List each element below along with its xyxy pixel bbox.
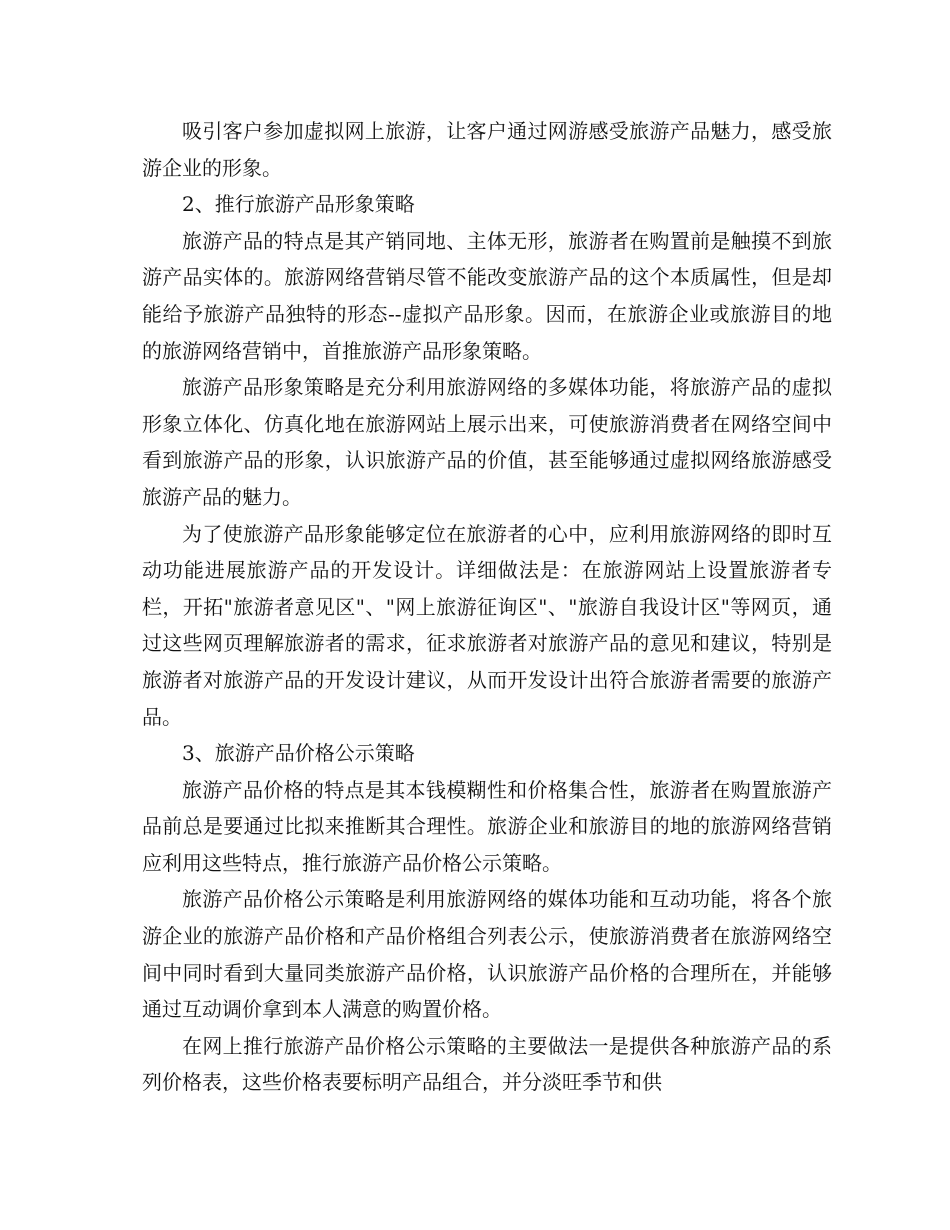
section-heading-product-image-strategy: 2、推行旅游产品形象策略 [182,192,415,217]
paragraph-price-practice: 在网上推行旅游产品价格公示策略的主要做法一是提供各种旅游产品的系列价格表，这些价格表要标明产品组合，并分淡旺季节和供 [142,1033,832,1095]
paragraph-product-features: 旅游产品的特点是其产销同地、主体无形，旅游者在购置前是触摸不到旅游产品实体的。旅游网络营销尽管不能改变旅游产品的这个本质属性，但是却能给予旅游产品独特的形态--虚拟产品形象。因而，在旅游企业或旅游目的地的旅游网络营销中，首推旅游产品形象策略。 [142,228,832,363]
paragraph-price-disclosure: 旅游产品价格公示策略是利用旅游网络的媒体功能和互动功能，将各个旅游企业的旅游产品价格和产品价格组合列表公示，使旅游消费者在旅游网络空间中同时看到大量同类旅游产品价格，认识旅游产品价格的合理所在，并能够通过互动调价拿到本人满意的购置价格。 [142,887,832,1022]
paragraph-price-features: 旅游产品价格的特点是其本钱模糊性和价格集合性，旅游者在购置旅游产品前总是要通过比拟来推断其合理性。旅游企业和旅游目的地的旅游网络营销应利用这些特点，推行旅游产品价格公示策略。 [142,777,832,875]
paragraph-image-strategy: 旅游产品形象策略是充分利用旅游网络的多媒体功能，将旅游产品的虚拟形象立体化、仿真化地在旅游网站上展示出来，可使旅游消费者在网络空间中看到旅游产品的形象，认识旅游产品的价值，甚至能够通过虚拟网络旅游感受旅游产品的魅力。 [142,375,832,509]
document-body [142,113,832,1101]
section-heading-price-disclosure-strategy: 3、旅游产品价格公示策略 [182,741,415,766]
paragraph-virtual-tour: 吸引客户参加虚拟网上旅游，让客户通过网游感受旅游产品魅力，感受旅游企业的形象。 [142,119,832,180]
paragraph-product-design: 为了使旅游产品形象能够定位在旅游者的心中，应利用旅游网络的即时互动功能进展旅游产品的开发设计。详细做法是：在旅游网站上设置旅游者专栏，开拓"旅游者意见区"、"网上旅游征询区"、"旅游自我设计区"等网页，通过这些网页理解旅游者的需求，征求旅游者对旅游产品的意见和建议，特别是旅游者对旅游产品的开发设计建议，从而开发设计出符合旅游者需要的旅游产品。 [142,521,832,729]
